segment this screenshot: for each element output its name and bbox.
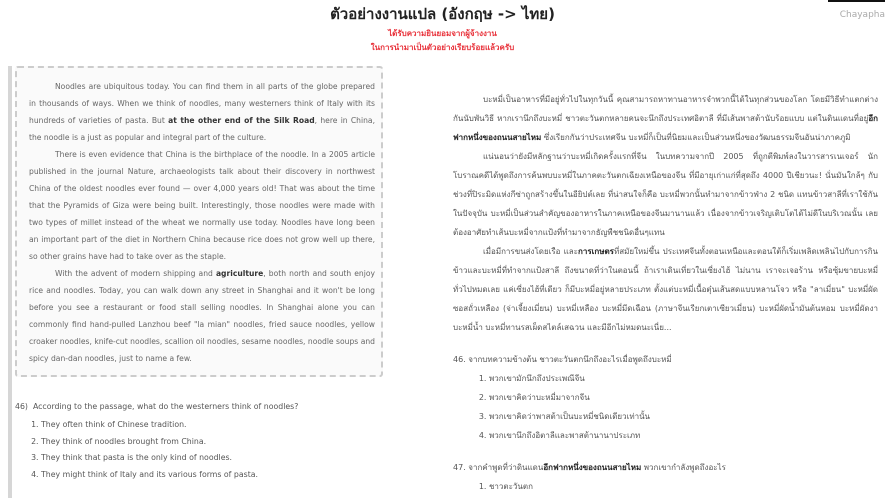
text: พวกเขากำลังพูดถึงอะไร <box>641 463 726 472</box>
question-text: 46. จากบทความข้างต้น ชาวตะวันตกนึกถึงอะไรเมื่อพูดถึงบะหมี่ <box>453 355 672 364</box>
bold-text: อีกฟากหนึ่งของถนนสายไหม <box>543 463 642 472</box>
top-border-line <box>828 0 885 2</box>
answer-option: 2. They think of noodles brought from China. <box>41 434 415 451</box>
thai-column <box>453 66 878 496</box>
text: With the advent of modern shipping and <box>55 269 216 278</box>
question-text <box>453 461 878 475</box>
english-passage <box>15 66 383 377</box>
answer-option: 2. พวกเขาคิดว่าบะหมี่มาจากจีน <box>489 388 878 407</box>
passage-paragraph: There is even evidence that China is the birthplace of the noodle. In a 2005 article published in the journal Nature, archaeologists talk about their discovery in northwest China of the oldest noodles ever found — over 4,000 years old! That was about the time that the Pyramids of Giza were being built. Interestingly, those noodles were made with two types of millet instead of the wheat we normally use today. Noodles have long been an important part of the diet in Northern China because rice does not grow well up there, so other grains have had to take over as the staple. <box>29 150 375 261</box>
permission-note: ได้รับความยินยอมจากผู้จ้างงาน <box>388 29 497 38</box>
text: Noodles are ubiquitous today. You can find them in all parts of the globe prepared in thousands of ways. When we think of noodles, many westerners think of Italy with its hundreds of varieties of pasta. But <box>29 82 375 125</box>
answer-option: 4. They might think of Italy and its various forms of pasta. <box>41 467 415 484</box>
bold-text: การเกษตร <box>577 247 614 256</box>
text: บะหมี่เป็นอาหารที่มีอยู่ทั่วไปในทุกวันนี้ คุณสามารถหาทานอาหารจำพวกนี้ได้ในทุกส่วนของโลก โดยมีวิธีทำแตกต่างกันนับพันวิธี หากเรานึกถึงบะหมี่ ชาวตะวันตกหลายคนจะนึกถึงประเทศอิตาลี ที่มีเส้นพาสต้านับร้อยแบบ แต่ในดินแดนที่อยู่ <box>453 95 878 123</box>
thai-paragraph <box>453 242 878 337</box>
text: ที่สมัยใหม่ขึ้น ประเทศจีนทั้งตอนเหนือและตอนใต้ก็เริ่มเพลิดเพลินไปกับการกินข้าวและบะหมี่ที่ทำจากแป้งสาลี ถึงขนาดที่ว่าในตอนนี้ ถ้าเราเดินเที่ยวในเซี่ยงไฮ้ ไม่นาน เราจะเจอร้าน หรือซุ้มขายบะหมี่ทั่วไปหมดเลย แค่เซี่ยงไฮ้ที่เดียว ก็มีบะหมี่อยู่หลายประเภท ตั้งแต่บะหมี่เนื้อตุ๋นเส้นสดแบบหลานโจว หรือ "ลาเมี่ยน" บะหมี่ผัดซอสถั่วเหลือง (จ่าเจี้ยงเมี่ยน) บะหมี่เหลือง บะหมี่มีดเฉือน (ภาษาจีนเรียกเตาเซียวเมี่ยน) บะหมี่ผัดน้ำมันต้นหอม บะหมี่ผัดงา บะหมี่น้ำ บะหมี่ทานรสเผ็ดสไตล์เสฉวน และมีอีกไม่หมดนะเนี่ย... <box>453 247 879 332</box>
question-number: 46) <box>15 402 28 411</box>
english-question-46 <box>15 401 415 483</box>
answer-option: 3. They think that pasta is the only kind of noodles. <box>41 450 415 467</box>
permission-note-2: ในการนำมาเป็นตัวอย่างเรียบร้อยแล้วครับ <box>370 43 515 52</box>
text: , here in China, the noodle is a just as popular and integral part of the culture. <box>29 116 375 142</box>
text: เมื่อมีการขนส่งโดยเรือ และ <box>483 247 578 256</box>
page-title: ตัวอย่างงานแปล (อังกฤษ -> ไทย) <box>330 5 555 23</box>
author-name: Chayapha <box>839 10 885 20</box>
text: , both north and south enjoy rice and noodles. Today, you can walk down any street in Shanghai and it won't be long before you see a restaurant or food stall selling noodles. In Shanghai alone you can commonly find hand-pulled Lanzhou beef "la mian" noodles, fried sauce noodles, yellow croaker noodles, knife-cut noodles, scallion oil noodles, sesame noodles, noodle soups and spicy dan-dan noodles, just to name a few. <box>29 269 375 363</box>
question-text: According to the passage, what do the westerners think of noodles? <box>32 402 299 411</box>
content-columns <box>0 66 885 498</box>
page-header <box>0 0 885 66</box>
answer-option: 3. พวกเขาคิดว่าพาสต้าเป็นบะหมี่ชนิดเดียวเท่านั้น <box>489 407 878 426</box>
answer-option: 1. They often think of Chinese tradition. <box>41 417 415 434</box>
thai-paragraph: แน่นอนว่ายังมีหลักฐานว่าบะหมี่เกิดครั้งแรกที่จีน ในบทความจากปี 2005 ที่ถูกตีพิมพ์ลงในวารสารเนเจอร์ นักโบราณคดีได้พูดถึงการค้นพบบะหมี่ในภาคตะวันตกเฉียงเหนือของจีน ที่มีอายุเก่าแก่ที่สุดถึง 4000 ปีเชียวนะ! นั่นมันใกล้ๆ กับช่วงที่ปิระมิดแห่งกีซ่าถูกสร้างขึ้นในอียิปต์เลย ที่น่าสนใจก็คือ บะหมี่พวกนั้นทำมาจากข้าวฟ่าง 2 ชนิด แทนข้าวสาลีที่เราใช้กันในปัจจุบัน บะหมี่เป็นส่วนสำคัญของอาหารในภาคเหนือของจีนมานานแล้ว เนื่องจากข้าวเจริญเติบโตได้ไม่ดีในบริเวณนั้น เลยต้องอาศัยทำเส้นบะหมี่จากแป้งที่ทำมาจากธัญพืชชนิดอื่นๆแทน <box>453 152 878 237</box>
thai-paragraph <box>453 90 878 147</box>
passage-paragraph <box>29 78 375 146</box>
text: 47. จากคำพูดที่ว่าดินแดน <box>453 463 544 472</box>
answer-option: 1. พวกเขามักนึกถึงประเพณีจีน <box>489 369 878 388</box>
bold-text: อีกฟากหนึ่งของถนนสายไหม <box>453 114 878 142</box>
answer-option: 1. ชาวตะวันตก <box>489 477 878 496</box>
passage-paragraph <box>29 265 375 367</box>
thai-question-46 <box>453 353 878 445</box>
thai-question-47 <box>453 461 878 496</box>
bold-text: at the other end of the Silk Road <box>168 116 315 125</box>
english-column <box>8 66 428 498</box>
answer-option: 4. พวกเขานึกถึงอิตาลีและพาสต้านานาประเภท <box>489 426 878 445</box>
thai-translation <box>453 90 878 337</box>
bold-text: agriculture <box>215 269 264 278</box>
text: ซึ่งเรียกกันว่าประเทศจีน บะหมี่ก็เป็นที่นิยมและเป็นส่วนหนึ่งของวัฒนธรรมจีนอันน่าภาคภูมิ <box>541 133 851 142</box>
